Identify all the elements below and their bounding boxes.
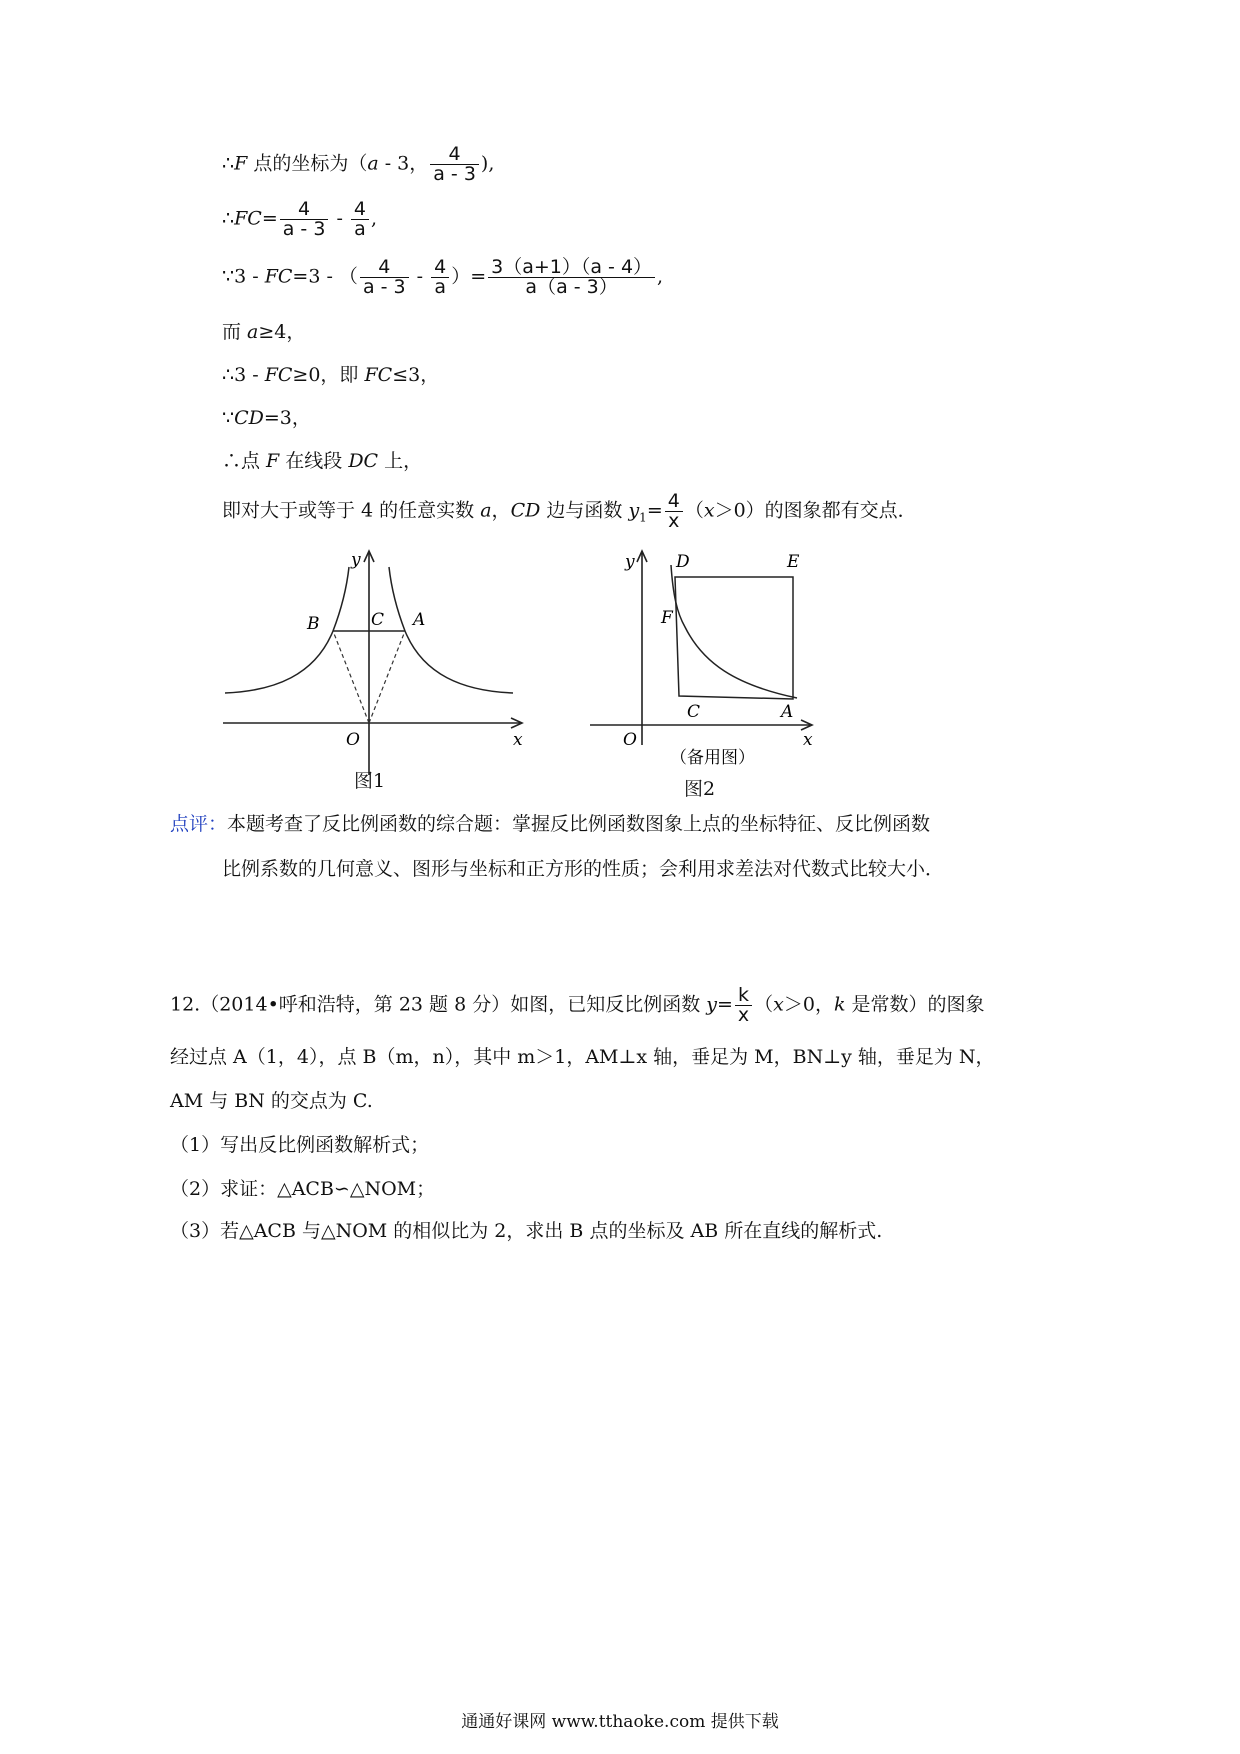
fraction (430, 145, 479, 184)
problem-12-line-2: 经过点 A（1，4），点 B（m，n），其中 m＞1，AM⊥x 轴，垂足为 M，BN⊥y 轴，垂足为 N， (170, 1046, 995, 1068)
text: ∴3 - (222, 364, 265, 386)
label-a: A (781, 702, 794, 722)
denominator: a（a - 3） (488, 277, 655, 297)
text: 上， (378, 450, 423, 472)
segment-oa (369, 631, 405, 723)
text: 点的坐标为（ (247, 152, 368, 175)
numerator: 4 (298, 198, 311, 220)
fraction (360, 258, 409, 297)
text: ∴点 (222, 450, 267, 472)
label-x: x (803, 730, 813, 750)
var: CD (510, 499, 541, 522)
var: a (247, 321, 259, 343)
fraction (665, 492, 683, 531)
text: ， (491, 499, 511, 522)
var: FC (264, 364, 293, 386)
label-a: A (413, 610, 426, 630)
denominator: a - 3 (360, 277, 409, 297)
numerator: 4 (667, 490, 680, 512)
text: =3， (263, 407, 311, 429)
square-defc (675, 577, 793, 699)
text: ≥0，即 (292, 364, 365, 386)
text: 是常数）的图象 (845, 993, 985, 1016)
text: ＞0）的图象都有交点． (714, 499, 917, 522)
numerator: 4 (353, 198, 367, 220)
fraction (280, 200, 329, 239)
solution-line-8 (222, 492, 917, 531)
hyperbola-curve (671, 565, 797, 698)
denominator: x (665, 511, 683, 531)
numerator: 3（a+1）（a - 4） (491, 256, 653, 278)
solution-line-1 (222, 145, 494, 184)
var: k (833, 993, 846, 1016)
text: = (716, 993, 733, 1016)
text: （ (754, 993, 774, 1016)
text: 12.（2014•呼和浩特，第 23 题 8 分）如图，已知反比例函数 (170, 993, 707, 1016)
problem-12-line-3: AM 与 BN 的交点为 C. (170, 1090, 373, 1112)
figure-2 (585, 545, 830, 785)
text: - (330, 207, 349, 230)
label-o: O (623, 730, 637, 750)
var: a (367, 152, 379, 175)
solution-line-2 (222, 200, 377, 239)
var: FC (234, 207, 262, 230)
text: ≥4， (258, 321, 306, 343)
solution-line-3 (222, 258, 663, 297)
var: F (266, 450, 280, 472)
solution-line-7 (222, 452, 422, 471)
text: , (657, 265, 664, 288)
figure-1-caption: 图1 (354, 770, 386, 792)
text: - (410, 265, 430, 288)
text: = (646, 499, 663, 522)
comment-label: 点评： (170, 813, 228, 835)
solution-line-4 (222, 323, 305, 342)
subscript: 1 (639, 510, 647, 525)
numerator: 4 (448, 143, 461, 165)
problem-12-line-1 (170, 986, 985, 1025)
text: 在线段 (279, 450, 349, 472)
label-y: y (625, 552, 635, 572)
text: ＞0， (783, 993, 834, 1016)
text: ）= (451, 265, 487, 288)
fraction (351, 200, 369, 239)
text: , (371, 207, 378, 230)
figure-2-caption: 图2 (684, 778, 716, 800)
label-c: C (371, 610, 385, 630)
comment-line-1 (170, 815, 930, 834)
numerator: 4 (434, 256, 447, 278)
hyperbola-right (389, 567, 513, 693)
var: F (234, 152, 248, 175)
question-1: （1）写出反比例函数解析式； (170, 1134, 430, 1156)
denominator: a (431, 277, 449, 297)
label-e: E (787, 552, 800, 572)
text: - 3， (378, 152, 429, 175)
var: FC (264, 265, 293, 288)
denominator: a - 3 (280, 219, 329, 239)
question-2: （2）求证：△ACB∽△NOM； (170, 1178, 436, 1200)
solution-line-5 (222, 366, 439, 385)
comment-line-2: 比例系数的几何意义、图形与坐标和正方形的性质；会利用求差法对代数式比较大小． (222, 858, 945, 880)
label-o: O (346, 730, 360, 750)
label-c: C (687, 702, 701, 722)
text: （ (684, 499, 704, 522)
numerator: 4 (378, 256, 391, 278)
fraction (431, 258, 449, 297)
fraction (488, 258, 655, 297)
var: x (703, 499, 715, 522)
var: y (706, 993, 717, 1016)
var: CD (234, 407, 264, 429)
text: 而 (222, 321, 248, 343)
text: ∴ (222, 207, 235, 230)
label-d: D (676, 552, 690, 572)
text: ∵ (222, 407, 235, 429)
text: 边与函数 (540, 499, 629, 522)
figure-1 (215, 545, 535, 795)
text: =3 - （ (292, 265, 358, 288)
var: a (480, 499, 492, 522)
denominator: a (351, 219, 369, 239)
question-3: （3）若△ACB 与△NOM 的相似比为 2，求出 B 点的坐标及 AB 所在直线的解析式. (170, 1220, 883, 1242)
denominator: a - 3 (430, 164, 479, 184)
text: ∵3 - (222, 265, 265, 288)
comment-text-1: 本题考查了反比例函数的综合题：掌握反比例函数图象上点的坐标特征、反比例函数 (227, 813, 931, 835)
label-b: B (307, 614, 320, 634)
text: ≤3， (392, 364, 440, 386)
denominator: x (735, 1005, 752, 1025)
solution-line-6 (222, 409, 311, 428)
label-y: y (351, 550, 361, 570)
text: = (261, 207, 278, 230)
label-x: x (513, 730, 523, 750)
numerator: k (738, 984, 750, 1006)
var: DC (348, 450, 379, 472)
hyperbola-left (225, 567, 349, 693)
segment-ob (333, 631, 369, 723)
var: y (628, 499, 640, 522)
text: ), (480, 152, 495, 175)
text: 即对大于或等于 4 的任意实数 (222, 499, 481, 522)
var: x (773, 993, 784, 1016)
figure-2-note: （备用图） (670, 748, 755, 768)
footer: 通通好课网 www.tthaoke.com 提供下载 (461, 1712, 779, 1732)
var: FC (364, 364, 393, 386)
label-f: F (661, 608, 673, 628)
fraction (735, 986, 752, 1025)
text: ∴ (222, 152, 235, 175)
